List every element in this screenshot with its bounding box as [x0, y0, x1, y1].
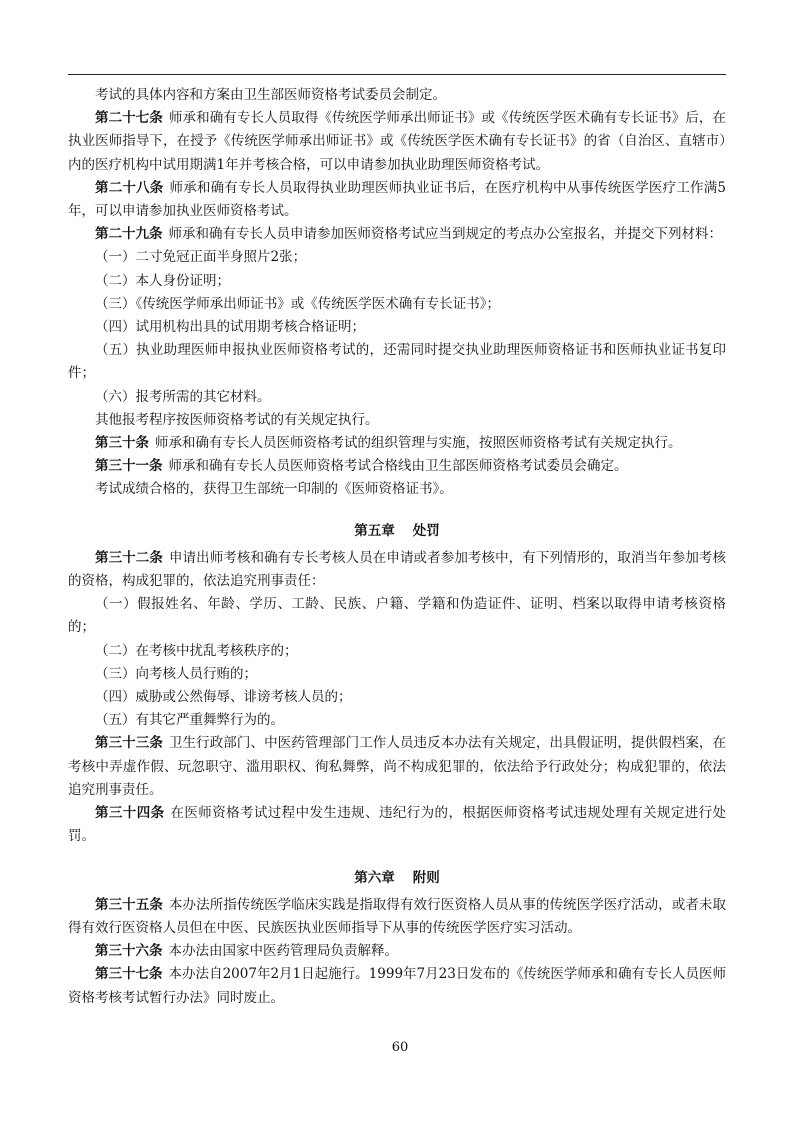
article-label: 第三十五条: [95, 896, 163, 913]
article-text: 师承和确有专长人员取得《传统医学师承出师证书》或《传统医学医术确有专长证书》后，在执业医师指导下，在授予《传统医学师承出师证书》或《传统医学医术确有专长证书》的省（自治区、直辖市）内的医疗机构中试用期满1年并考核合格，可以申请参加执业助理医师资格考试。: [68, 110, 727, 173]
article-label: 第二十七条: [95, 110, 163, 127]
chapter-number: 第五章: [354, 522, 395, 539]
paragraph: （四）试用机构出具的试用期考核合格证明；: [95, 319, 365, 336]
article-paragraph: [68, 963, 726, 1009]
article-paragraph: [68, 107, 726, 177]
article-paragraph: [68, 432, 726, 455]
article-paragraph: [68, 732, 726, 802]
article-text: 师承和确有专长人员取得执业助理医师执业证书后，在医疗机构中从事传统医学医疗工作满5年，可以申请参加执业医师资格考试。: [68, 179, 727, 220]
article-paragraph: [68, 940, 726, 963]
article-text: 卫生行政部门、中医药管理部门工作人员违反本办法有关规定，出具假证明，提供假档案，在考核中弄虚作假、玩忽职守、滥用职权、徇私舞弊，尚不构成犯罪的，依法给予行政处分；构成犯罪的，依法追究刑事责任。: [68, 735, 727, 798]
article-paragraph: [68, 455, 726, 478]
paragraph: 考试成绩合格的，获得卫生部统一印制的《医师资格证书》。: [95, 481, 453, 498]
article-label: 第三十二条: [95, 549, 163, 566]
paragraph: （二）在考核中扰乱考核秩序的；: [95, 642, 298, 659]
article-paragraph: [68, 177, 726, 223]
paragraph: （二）本人身份证明；: [95, 272, 230, 289]
article-paragraph: [68, 547, 726, 593]
page-number: 60: [391, 1040, 409, 1055]
paragraph: （一）假报姓名、年龄、学历、工龄、民族、户籍、学籍和伪造证件、证明、档案以取得申请考核资格的；: [68, 596, 726, 636]
paragraph: （一）二寸免冠正面半身照片2张；: [95, 249, 307, 266]
paragraph: （三）向考核人员行贿的；: [95, 665, 257, 682]
chapter-heading: [68, 520, 726, 543]
paragraph: （五）执业助理医师申报执业医师资格考试的，还需同时提交执业助理医师资格证书和医师执业证书复印件；: [68, 342, 726, 382]
article-label: 第三十四条: [95, 805, 165, 822]
article-label: 第三十一条: [95, 458, 163, 475]
chapter-title: 处罚: [412, 522, 440, 539]
article-text: 师承和确有专长人员申请参加医师资格考试应当到规定的考点办公室报名，并提交下列材料：: [168, 226, 722, 243]
article-paragraph: [68, 894, 726, 940]
article-label: 第三十六条: [95, 943, 163, 960]
paragraph: 其他报考程序按医师资格考试的有关规定执行。: [95, 411, 379, 428]
paragraph: 考试的具体内容和方案由卫生部医师资格考试委员会制定。: [95, 87, 446, 103]
paragraph: （六）报考所需的其它材料。: [95, 388, 271, 405]
article-text: 申请出师考核和确有专长考核人员在申请或者参加考核中，有下列情形的，取消当年参加考核的资格，构成犯罪的，依法追究刑事责任：: [68, 549, 727, 590]
chapter-title: 附则: [412, 869, 440, 886]
article-text: 在医师资格考试过程中发生违规、违纪行为的，根据医师资格考试违规处理有关规定进行处罚。: [68, 805, 727, 845]
article-text: 本办法所指传统医学临床实践是指取得有效行医资格人员从事的传统医学医疗活动，或者未取得有效行医资格人员但在中医、民族医执业医师指导下从事的传统医学医疗实习活动。: [68, 896, 727, 936]
article-label: 第二十九条: [95, 226, 163, 243]
article-text: 本办法自2007年2月1日起施行。1999年7月23日发布的《传统医学师承和确有专长人员医师资格考核考试暂行办法》同时废止。: [68, 966, 726, 1006]
chapter-heading: [68, 867, 726, 890]
article-text: 本办法由国家中医药管理局负责解释。: [168, 943, 398, 960]
paragraph: （三）《传统医学师承出师证书》或《传统医学医术确有专长证书》；: [95, 295, 500, 312]
article-label: 第三十三条: [95, 735, 163, 752]
article-label: 第三十七条: [95, 966, 163, 983]
document-body: [68, 84, 726, 1010]
chapter-number: 第六章: [354, 869, 395, 886]
header-rule: [68, 74, 726, 75]
article-text: 师承和确有专长人员医师资格考试合格线由卫生部医师资格考试委员会确定。: [168, 458, 628, 475]
article-label: 第二十八条: [95, 179, 164, 196]
paragraph: （五）有其它严重舞弊行为的。: [95, 712, 284, 729]
paragraph: （四）威胁或公然侮辱、诽谤考核人员的；: [95, 689, 352, 706]
article-text: 师承和确有专长人员医师资格考试的组织管理与实施，按照医师资格考试有关规定执行。: [155, 435, 682, 452]
article-paragraph: [68, 223, 726, 246]
article-label: 第三十条: [95, 435, 149, 452]
article-paragraph: [68, 802, 726, 848]
